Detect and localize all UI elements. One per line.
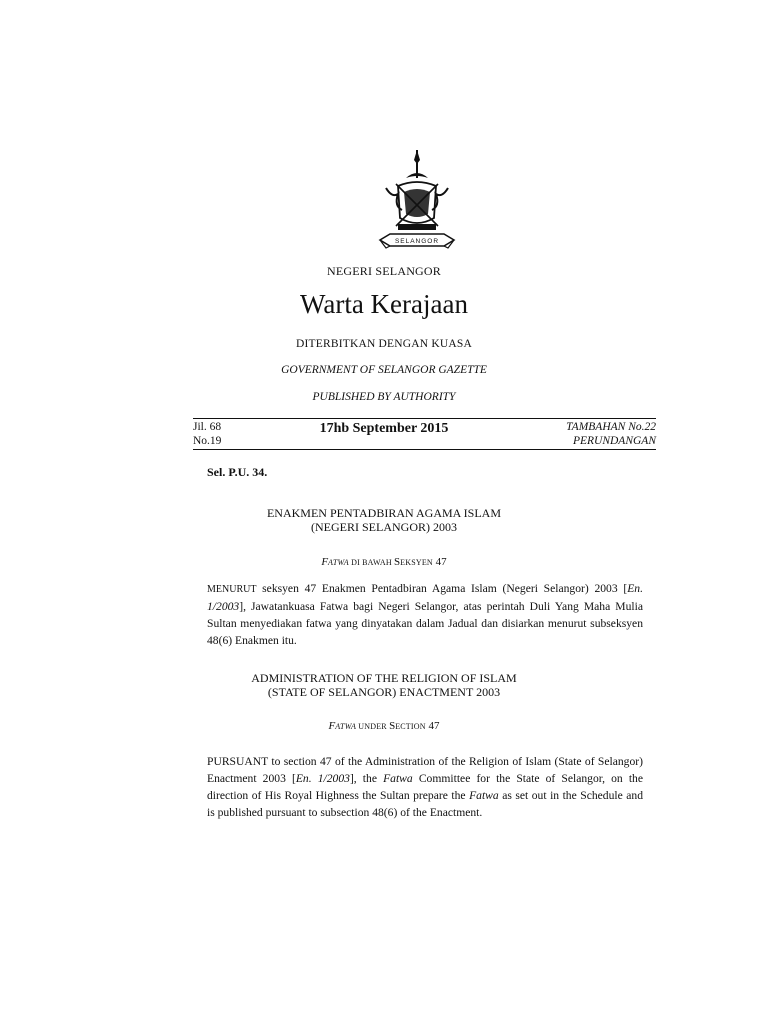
published-ms: DITERBITKAN DENGAN KUASA: [295, 338, 472, 350]
masthead-bottom-rule: [193, 449, 656, 450]
number-label: No.19: [193, 435, 222, 447]
masthead-supplement: [566, 420, 656, 448]
supplement-label: TAMBAHAN No.22: [566, 421, 656, 433]
malay-heading-line2: (NEGERI SELANGOR) 2003: [311, 520, 457, 534]
published-en: PUBLISHED BY AUTHORITY: [312, 391, 456, 403]
masthead-top-rule: [193, 418, 656, 419]
english-heading: [0, 671, 768, 699]
volume-label: Jil. 68: [193, 421, 222, 433]
malay-heading-line1: ENAKMEN PENTADBIRAN AGAMA ISLAM: [266, 506, 502, 520]
malay-paragraph: MENURUT seksyen 47 Enakmen Pentadbiran Agama Islam (Negeri Selangor) 2003 [En. 1/2003], Jawatankuasa Fatwa bagi Negeri Selangor, atas perintah Duli Yang Maha Mulia Sultan menyediakan fatwa yang dinyatakan dalam Jadual dan disiarkan menurut subseksyen 48(6) Enakmen itu.: [207, 582, 643, 647]
gazette-title: Warta Kerajaan: [300, 289, 468, 319]
issue-date: 17hb September 2015: [319, 421, 449, 436]
selangor-crest-icon: [376, 148, 458, 260]
malay-section-title: FATWA DI BAWAH SEKSYEN 47: [321, 556, 447, 568]
english-paragraph: PURSUANT to section 47 of the Administration of the Religion of Islam (State of Selangor) Enactment 2003 [En. 1/2003], the Fatwa Committee for the State of Selangor, on the direction of His Royal Highness the Sultan prepare the Fatwa as set out in the Schedule and is published pursuant to subsection 48(6) of the Enactment.: [207, 755, 643, 819]
english-heading-line1: ADMINISTRATION OF THE RELIGION OF ISLAM: [251, 671, 517, 685]
state-name: NEGERI SELANGOR: [327, 264, 441, 278]
crest-scroll-text: SELANGOR: [394, 238, 440, 245]
english-section-title: FATWA UNDER SECTION 47: [328, 720, 440, 732]
reference-number: Sel. P.U. 34.: [207, 465, 268, 479]
gazette-en: GOVERNMENT OF SELANGOR GAZETTE: [281, 364, 487, 376]
malay-heading: [0, 506, 768, 534]
category-label: PERUNDANGAN: [572, 435, 656, 447]
english-heading-line2: (STATE OF SELANGOR) ENACTMENT 2003: [267, 685, 501, 699]
